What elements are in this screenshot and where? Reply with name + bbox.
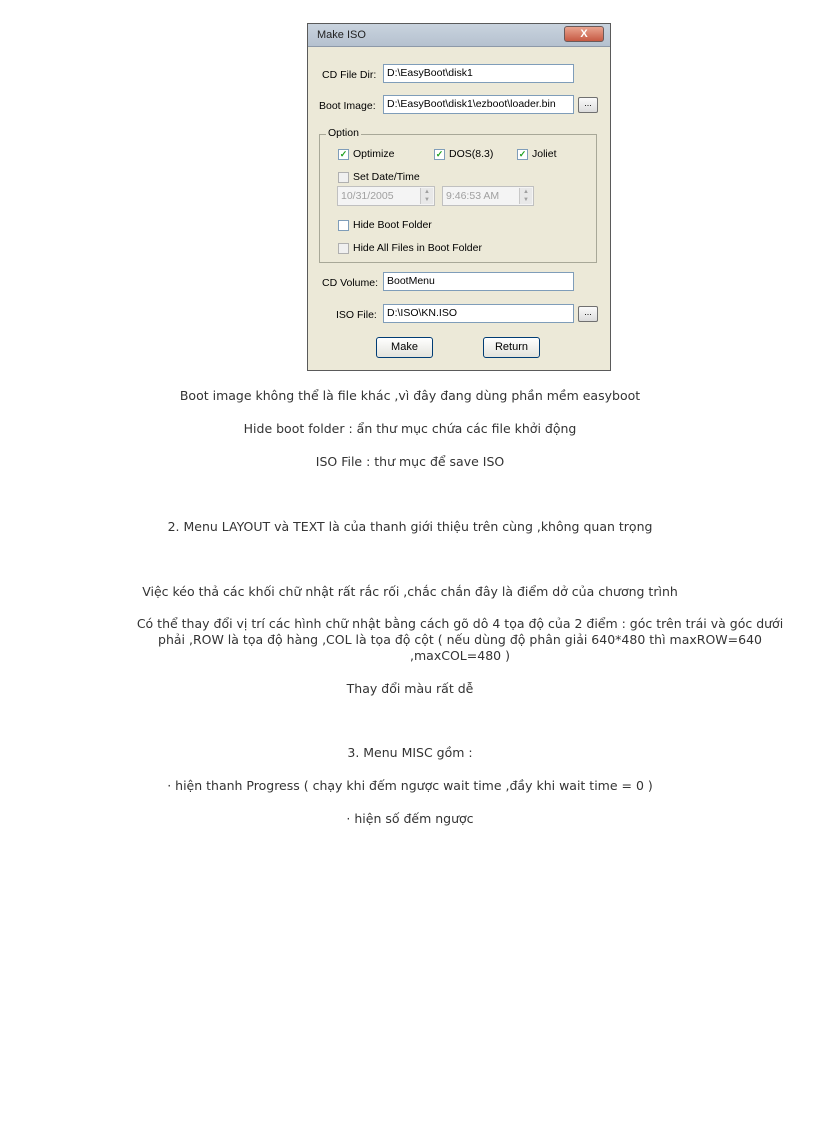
iso-file-browse-button[interactable]: ... xyxy=(578,306,598,322)
boot-image-label: Boot Image: xyxy=(319,100,376,112)
paragraph-color: Thay đổi màu rất dễ xyxy=(346,681,474,696)
paragraph-boot-image: Boot image không thể là file khác ,vì đây đang dùng phần mềm easyboot xyxy=(179,388,641,403)
paragraph-countdown: · hiện số đếm ngược xyxy=(346,811,474,826)
date-spin-icon[interactable]: ▲ ▼ xyxy=(420,188,433,204)
return-button[interactable]: Return xyxy=(483,337,540,358)
make-button[interactable]: Make xyxy=(376,337,433,358)
time-value: 9:46:53 AM xyxy=(446,190,500,202)
option-group-label: Option xyxy=(328,127,359,139)
paragraph-progress: · hiện thanh Progress ( chạy khi đếm ngược wait time ,đầy khi wait time = 0 ) xyxy=(167,778,653,793)
paragraph-coordinates: Có thể thay đổi vị trí các hình chữ nhật bằng cách gõ dô 4 tọa độ của 2 điểm : góc trên trái và góc dưới phải ,ROW là tọa độ hàng ,COL là tọa độ cột ( nếu dùng độ phân giải 640*480 thì maxROW=640 ,maxCOL=480 ) xyxy=(136,616,784,663)
paragraph-iso-file: ISO File : thư mục để save ISO xyxy=(315,454,505,469)
boot-image-input[interactable]: D:\EasyBoot\disk1\ezboot\loader.bin xyxy=(383,95,574,114)
hide-all-files-label: Hide All Files in Boot Folder xyxy=(353,242,482,254)
boot-image-browse-button[interactable]: ... xyxy=(578,97,598,113)
iso-file-input[interactable]: D:\ISO\KN.ISO xyxy=(383,304,574,323)
paragraph-drag-drop: Việc kéo thả các khối chữ nhật rất rắc rối ,chắc chắn đây là điểm dở của chương trình xyxy=(142,584,678,599)
cd-file-dir-input[interactable]: D:\EasyBoot\disk1 xyxy=(383,64,574,83)
hide-all-files-checkbox[interactable] xyxy=(338,243,349,254)
date-picker[interactable] xyxy=(337,186,435,206)
optimize-checkbox[interactable]: ✓ xyxy=(339,149,348,159)
set-datetime-checkbox[interactable] xyxy=(338,172,349,183)
time-picker[interactable] xyxy=(442,186,534,206)
dialog-title: Make ISO xyxy=(317,29,366,41)
paragraph-menu-misc: 3. Menu MISC gồm : xyxy=(347,745,473,760)
set-datetime-label: Set Date/Time xyxy=(353,171,420,183)
make-iso-dialog xyxy=(307,23,611,371)
joliet-label: Joliet xyxy=(532,148,557,160)
hide-boot-folder-checkbox[interactable] xyxy=(338,220,349,231)
optimize-label: Optimize xyxy=(353,148,395,160)
cd-volume-label: CD Volume: xyxy=(322,277,379,289)
option-group xyxy=(319,127,597,263)
cd-file-dir-label: CD File Dir: xyxy=(322,69,377,81)
date-value: 10/31/2005 xyxy=(341,190,394,202)
dialog-titlebar[interactable] xyxy=(308,24,610,47)
cd-volume-input[interactable]: BootMenu xyxy=(383,272,574,291)
paragraph-menu-layout: 2. Menu LAYOUT và TEXT là của thanh giới thiệu trên cùng ,không quan trọng xyxy=(167,519,653,534)
hide-boot-folder-label: Hide Boot Folder xyxy=(353,219,432,231)
iso-file-label: ISO File: xyxy=(336,309,377,321)
dos83-checkbox[interactable]: ✓ xyxy=(435,149,444,159)
joliet-checkbox[interactable]: ✓ xyxy=(518,149,527,159)
dos83-label: DOS(8.3) xyxy=(449,148,494,160)
paragraph-hide-boot-folder: Hide boot folder : ẩn thư mục chứa các file khởi động xyxy=(243,421,577,436)
time-spin-icon[interactable]: ▲ ▼ xyxy=(519,188,532,204)
close-button[interactable]: X xyxy=(564,26,604,42)
